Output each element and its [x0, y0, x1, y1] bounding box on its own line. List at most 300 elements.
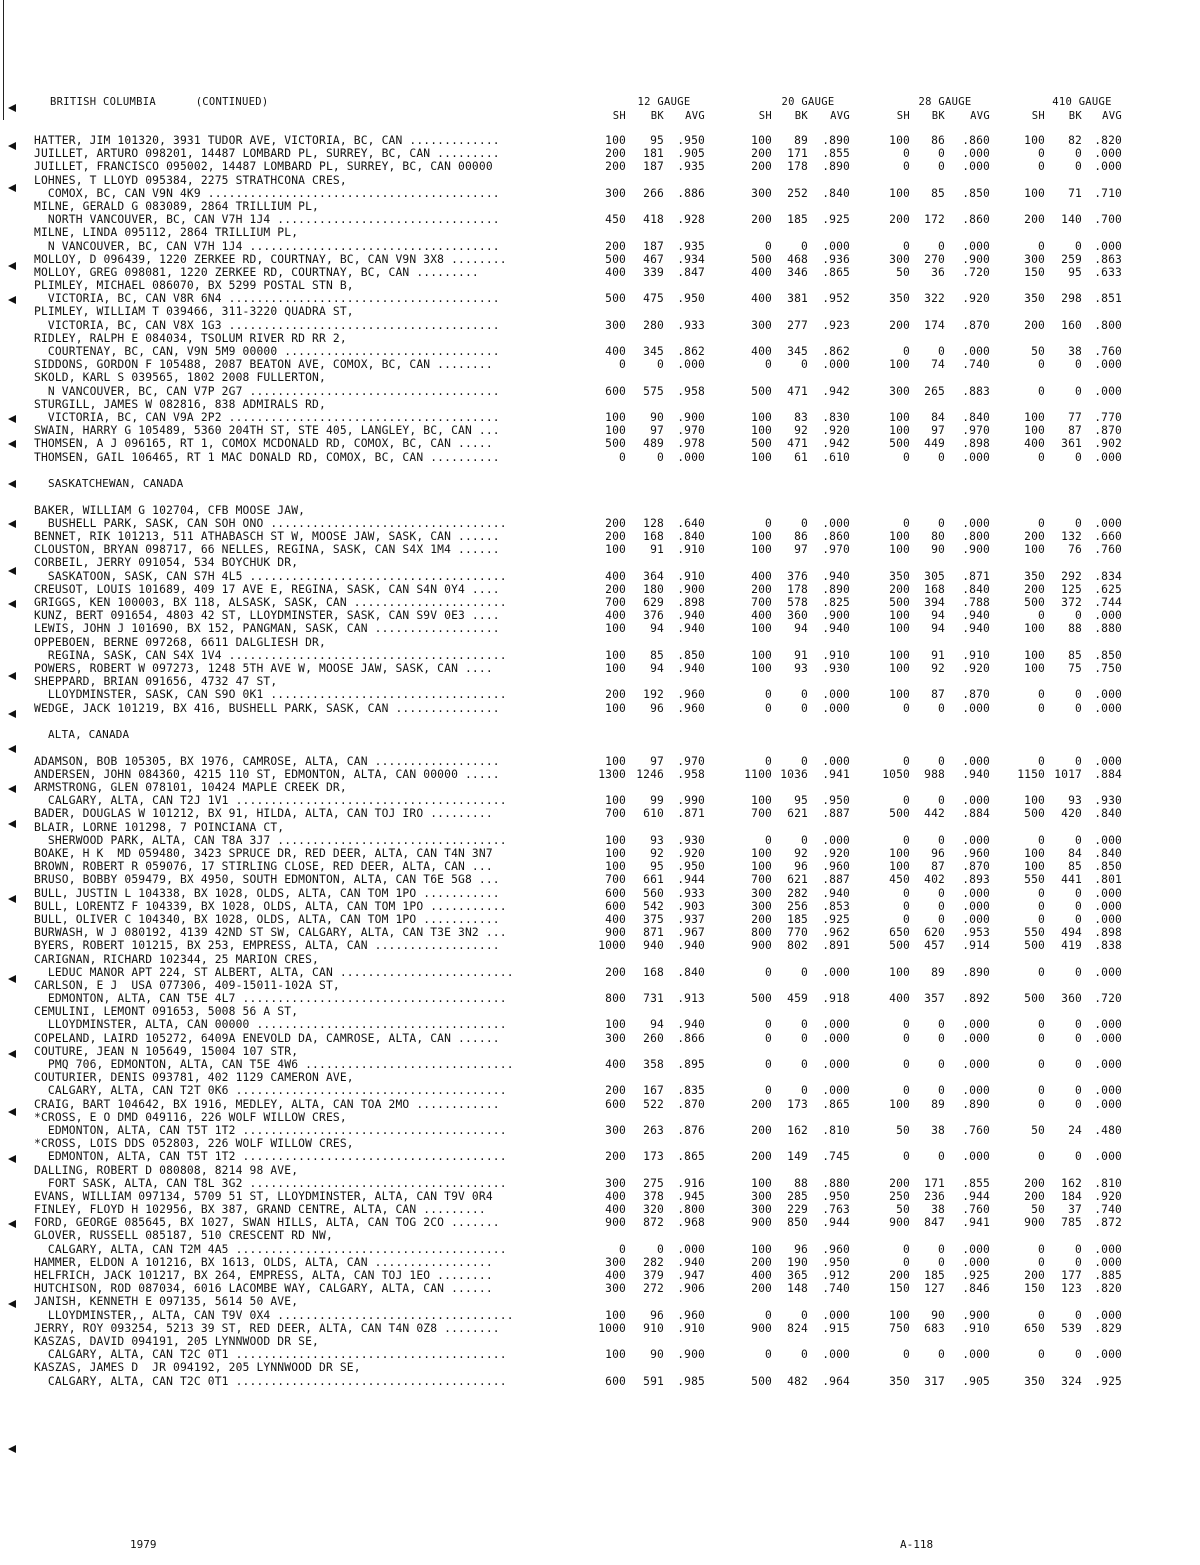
score-cell: 277: [787, 318, 808, 332]
score-cell: 0: [1038, 239, 1045, 253]
margin-tick-mark: [8, 975, 16, 983]
score-cell: .000: [677, 358, 705, 372]
score-cell: .942: [822, 437, 850, 451]
score-cell: 802: [787, 939, 808, 953]
score-cell: .740: [822, 1282, 850, 1296]
score-cell: 0: [938, 754, 945, 768]
score-cell: .900: [677, 410, 705, 424]
table-row: [34, 134, 1144, 147]
score-cell: 0: [938, 147, 945, 161]
table-row: [34, 358, 1144, 371]
score-cell: 550: [1024, 873, 1045, 887]
shooter-entry: ARMSTRONG, GLEN 078101, 10424 MAPLE CREEK DR,: [34, 781, 347, 795]
score-cell: .870: [1094, 424, 1122, 438]
table-row: [34, 926, 1144, 939]
table-row: [34, 332, 1144, 345]
score-cell: .865: [822, 265, 850, 279]
score-cell: 259: [1061, 252, 1082, 266]
table-row: [34, 609, 1144, 622]
score-cell: 1150: [1017, 767, 1045, 781]
score-cell: 300: [1024, 252, 1045, 266]
table-row: [34, 966, 1144, 979]
score-cell: .887: [822, 873, 850, 887]
table-row: [34, 1084, 1144, 1097]
score-cell: .905: [677, 147, 705, 161]
score-cell: 96: [650, 701, 664, 715]
table-row: [34, 1375, 1144, 1388]
score-cell: 76: [1068, 543, 1082, 557]
score-cell: .910: [677, 1321, 705, 1335]
margin-tick-mark: [8, 296, 16, 304]
score-cell: .950: [677, 860, 705, 874]
score-cell: 300: [751, 899, 772, 913]
score-cell: 100: [889, 410, 910, 424]
score-cell: .000: [1094, 1308, 1122, 1322]
table-row: [34, 1058, 1144, 1071]
score-cell: 0: [938, 1018, 945, 1032]
score-cell: 100: [1024, 424, 1045, 438]
score-cell: .950: [822, 1255, 850, 1269]
table-row: [34, 860, 1144, 873]
score-cell: 200: [751, 1123, 772, 1137]
score-cell: .633: [1094, 265, 1122, 279]
score-cell: 700: [605, 596, 626, 609]
score-cell: .900: [962, 543, 990, 557]
score-cell: 71: [1068, 186, 1082, 200]
score-cell: 500: [751, 384, 772, 398]
score-cell: 0: [1038, 450, 1045, 464]
score-cell: .720: [962, 265, 990, 279]
score-cell: 100: [751, 1242, 772, 1256]
score-cell: 400: [1024, 437, 1045, 451]
column-header: AVG: [830, 110, 850, 122]
shooter-entry: VICTORIA, BC, CAN V8R 6N4 .......................................: [34, 292, 500, 306]
table-row: [34, 160, 1144, 173]
score-cell: 0: [765, 239, 772, 253]
score-cell: 200: [605, 688, 626, 702]
score-cell: 94: [931, 609, 945, 623]
score-cell: 100: [889, 965, 910, 979]
score-cell: 185: [924, 1269, 945, 1282]
shooter-entry: COUTURIER, DENIS 093781, 402 1129 CAMERON AVE,: [34, 1071, 354, 1085]
score-cell: 90: [650, 1348, 664, 1362]
score-cell: 400: [751, 345, 772, 358]
shooter-entry: KUNZ, BERT 091654, 4803 42 ST, LLOYDMINSTER, SASK, CAN S9V 0E3 ....: [34, 609, 500, 623]
score-cell: 92: [794, 424, 808, 438]
score-cell: .850: [1094, 648, 1122, 662]
score-cell: 100: [889, 860, 910, 874]
score-cell: .000: [962, 794, 990, 808]
score-cell: 100: [605, 860, 626, 874]
table-row: [34, 345, 1144, 358]
table-row: [34, 794, 1144, 807]
score-cell: 229: [787, 1203, 808, 1217]
score-cell: 100: [1024, 186, 1045, 200]
shooter-entry: *CROSS, LOIS DDS 052803, 226 WOLF WILLOW CRES,: [34, 1137, 354, 1151]
score-cell: 317: [924, 1374, 945, 1388]
score-cell: 92: [794, 847, 808, 860]
score-cell: 50: [896, 1123, 910, 1137]
shooter-entry: VICTORIA, BC, CAN V9A 2P2 .......................................: [34, 410, 500, 424]
score-cell: .830: [822, 410, 850, 424]
score-cell: 171: [924, 1176, 945, 1190]
score-cell: 100: [605, 648, 626, 662]
score-cell: .000: [1094, 516, 1122, 530]
score-cell: 94: [650, 622, 664, 636]
score-cell: 250: [889, 1189, 910, 1203]
shooter-entry: KASZAS, DAVID 094191, 205 LYNNWOOD DR SE,: [34, 1334, 320, 1348]
score-cell: 100: [751, 424, 772, 438]
score-cell: .985: [677, 1374, 705, 1388]
score-cell: 300: [751, 186, 772, 200]
score-cell: .851: [1094, 292, 1122, 306]
score-cell: 200: [605, 582, 626, 596]
score-cell: 174: [924, 318, 945, 332]
score-cell: .850: [962, 186, 990, 200]
score-cell: 700: [751, 807, 772, 821]
score-cell: .940: [677, 1255, 705, 1269]
score-cell: .940: [962, 622, 990, 636]
score-cell: 300: [889, 252, 910, 266]
score-cell: .884: [962, 807, 990, 821]
shooter-entry: LLOYDMINSTER, SASK, CAN S9O 0K1 ..................................: [34, 688, 507, 702]
score-cell: 600: [605, 1374, 626, 1388]
score-cell: 95: [1068, 265, 1082, 279]
score-cell: 0: [938, 1255, 945, 1269]
score-cell: 0: [657, 358, 664, 372]
score-cell: 0: [938, 345, 945, 358]
score-cell: 988: [924, 767, 945, 781]
score-cell: .744: [1094, 596, 1122, 609]
score-cell: 100: [1024, 794, 1045, 808]
column-header: SH: [896, 110, 910, 122]
score-cell: 83: [794, 410, 808, 424]
score-cell: .000: [822, 358, 850, 372]
score-cell: 770: [787, 926, 808, 940]
score-cell: 0: [657, 450, 664, 464]
score-cell: 178: [787, 160, 808, 174]
score-cell: .000: [822, 1018, 850, 1032]
score-cell: 500: [1024, 992, 1045, 1006]
score-cell: .800: [1094, 318, 1122, 332]
score-cell: 100: [889, 648, 910, 662]
score-cell: .968: [677, 1216, 705, 1230]
table-row: [34, 1282, 1144, 1295]
score-cell: .000: [822, 516, 850, 530]
score-cell: .750: [1094, 661, 1122, 675]
score-cell: 100: [751, 794, 772, 808]
score-cell: .000: [962, 899, 990, 913]
score-cell: 0: [938, 160, 945, 174]
score-cell: .640: [677, 516, 705, 530]
score-cell: 298: [1061, 292, 1082, 306]
score-cell: 871: [643, 926, 664, 940]
score-cell: 100: [889, 609, 910, 623]
score-cell: .000: [962, 1150, 990, 1164]
score-cell: .916: [677, 1176, 705, 1190]
table-row: [34, 1190, 1144, 1203]
score-cell: 0: [1075, 384, 1082, 398]
score-cell: 0: [1038, 688, 1045, 702]
score-cell: 100: [1024, 648, 1045, 662]
score-cell: 162: [1061, 1176, 1082, 1190]
column-header: BK: [650, 110, 664, 122]
score-cell: 200: [605, 530, 626, 544]
margin-tick-mark: [8, 820, 16, 828]
shooter-entry: MOLLOY, D 096439, 1220 ZERKEE RD, COURTNAY, BC, CAN V9N 3X8 ........: [34, 252, 507, 266]
score-cell: 872: [643, 1216, 664, 1230]
shooter-entry: LLOYDMINSTER,, ALTA, CAN T9V 0X4 ..................................: [34, 1308, 514, 1322]
table-row: [34, 371, 1144, 384]
score-cell: 0: [1075, 1058, 1082, 1071]
shooter-entry: RIDLEY, RALPH E 084034, TSOLUM RIVER RD RR 2,: [34, 331, 347, 345]
shooter-entry: BUSHELL PARK, SASK, CAN SOH ONO ..................................: [34, 516, 507, 530]
score-cell: .840: [677, 965, 705, 979]
score-cell: 171: [787, 147, 808, 161]
score-cell: 177: [1061, 1269, 1082, 1282]
score-cell: .914: [962, 939, 990, 953]
shooter-entry: ADAMSON, BOB 105305, BX 1976, CAMROSE, ALTA, CAN ..................: [34, 754, 500, 768]
score-cell: .920: [962, 292, 990, 306]
score-cell: 0: [903, 1242, 910, 1256]
score-cell: 200: [1024, 1269, 1045, 1282]
score-cell: 0: [903, 1348, 910, 1362]
shooter-entry: COUTURE, JEAN N 105649, 15004 107 STR,: [34, 1044, 299, 1058]
score-cell: 364: [643, 569, 664, 583]
table-row: [34, 688, 1144, 701]
table-row: [34, 1203, 1144, 1216]
score-cell: 100: [751, 1176, 772, 1190]
score-cell: 0: [938, 516, 945, 530]
table-row: [34, 1177, 1144, 1190]
score-cell: .000: [962, 160, 990, 174]
score-cell: 394: [924, 596, 945, 609]
region-title: BRITISH COLUMBIA: [50, 96, 156, 108]
score-cell: 0: [1075, 358, 1082, 372]
score-cell: 0: [903, 1150, 910, 1164]
score-cell: .890: [962, 965, 990, 979]
score-cell: 74: [931, 358, 945, 372]
shooter-entry: EDMONTON, ALTA, CAN T5T 1T2 ......................................: [34, 1150, 507, 1164]
table-row: [34, 174, 1144, 187]
score-cell: 94: [650, 1018, 664, 1032]
shooter-entry: HATTER, JIM 101320, 3931 TUDOR AVE, VICTORIA, BC, CAN .............: [34, 134, 500, 147]
score-cell: 0: [1075, 1018, 1082, 1032]
score-cell: 265: [924, 384, 945, 398]
score-cell: .870: [962, 688, 990, 702]
score-cell: 200: [751, 1097, 772, 1111]
score-cell: 200: [751, 160, 772, 174]
score-cell: .820: [1094, 134, 1122, 147]
table-row: [34, 530, 1144, 543]
table-row: [34, 1045, 1144, 1058]
score-cell: .941: [822, 767, 850, 781]
table-row: [34, 900, 1144, 913]
score-cell: 500: [605, 292, 626, 306]
score-cell: .000: [1094, 358, 1122, 372]
score-cell: 0: [1038, 1242, 1045, 1256]
score-cell: .912: [822, 1269, 850, 1282]
score-cell: .855: [822, 147, 850, 161]
score-cell: .840: [962, 582, 990, 596]
score-cell: 91: [931, 648, 945, 662]
score-cell: .770: [1094, 410, 1122, 424]
score-cell: 0: [903, 794, 910, 808]
score-cell: .860: [962, 134, 990, 147]
shooter-entry: ANDERSEN, JOHN 084360, 4215 110 ST, EDMONTON, ALTA, CAN 00000 .....: [34, 767, 500, 781]
score-cell: .960: [677, 1308, 705, 1322]
score-cell: 500: [889, 437, 910, 451]
score-cell: .000: [822, 1348, 850, 1362]
score-cell: 200: [889, 1176, 910, 1190]
score-cell: .000: [962, 450, 990, 464]
column-header: SH: [612, 110, 626, 122]
score-cell: .925: [822, 213, 850, 227]
score-cell: 100: [605, 754, 626, 768]
score-cell: 600: [605, 886, 626, 900]
score-cell: .000: [962, 701, 990, 715]
score-cell: 0: [938, 239, 945, 253]
score-cell: .898: [962, 437, 990, 451]
score-cell: .000: [962, 1242, 990, 1256]
score-cell: 280: [643, 318, 664, 332]
score-cell: 185: [787, 912, 808, 926]
score-cell: .940: [962, 767, 990, 781]
score-cell: 785: [1061, 1216, 1082, 1230]
table-row: [34, 1216, 1144, 1229]
shooter-entry: COMOX, BC, CAN V9N 4K9 ..........................................: [34, 186, 500, 200]
score-cell: 90: [650, 410, 664, 424]
table-row: [34, 226, 1144, 239]
score-cell: 350: [889, 292, 910, 306]
score-cell: 350: [1024, 1374, 1045, 1388]
score-cell: 184: [1061, 1189, 1082, 1203]
score-cell: 305: [924, 569, 945, 583]
score-cell: 93: [1068, 794, 1082, 808]
table-row: [34, 596, 1144, 609]
score-cell: 345: [787, 345, 808, 358]
score-cell: 85: [1068, 860, 1082, 874]
score-cell: 168: [643, 530, 664, 544]
score-cell: 0: [765, 965, 772, 979]
score-cell: 0: [1075, 965, 1082, 979]
score-cell: 600: [605, 899, 626, 913]
score-cell: 459: [787, 992, 808, 1006]
score-cell: 90: [931, 1308, 945, 1322]
score-cell: 89: [794, 134, 808, 147]
score-cell: 200: [605, 516, 626, 530]
score-cell: 0: [619, 450, 626, 464]
score-cell: 591: [643, 1374, 664, 1388]
score-cell: 0: [765, 1031, 772, 1045]
score-cell: 489: [643, 437, 664, 451]
score-cell: 0: [1075, 1308, 1082, 1322]
score-cell: 89: [931, 1097, 945, 1111]
table-row: [34, 675, 1144, 688]
shooter-entry: POWERS, ROBERT W 097273, 1248 5TH AVE W, MOOSE JAW, SASK, CAN ....: [34, 661, 493, 675]
margin-tick-mark: [8, 672, 16, 680]
score-cell: .000: [1094, 239, 1122, 253]
score-cell: .847: [677, 265, 705, 279]
score-cell: .885: [1094, 1269, 1122, 1282]
score-cell: 661: [643, 873, 664, 887]
score-cell: 0: [1038, 1031, 1045, 1045]
score-cell: 100: [751, 847, 772, 860]
table-row: [34, 1361, 1144, 1374]
score-cell: 0: [1075, 147, 1082, 161]
shooter-entry: BULL, LORENTZ F 104339, BX 1028, OLDS, ALTA, CAN TOM 1PO ...........: [34, 899, 507, 913]
score-cell: 621: [787, 873, 808, 887]
table-row: [34, 1243, 1144, 1256]
score-cell: .000: [822, 965, 850, 979]
score-cell: 324: [1061, 1374, 1082, 1388]
score-cell: 285: [787, 1189, 808, 1203]
score-cell: 0: [938, 794, 945, 808]
score-cell: 0: [801, 833, 808, 847]
score-cell: 450: [889, 873, 910, 887]
score-cell: .863: [1094, 252, 1122, 266]
table-row: [34, 939, 1144, 952]
score-cell: 100: [751, 530, 772, 544]
score-cell: 100: [605, 833, 626, 847]
score-cell: 320: [643, 1203, 664, 1217]
score-cell: 500: [889, 807, 910, 821]
score-cell: 400: [889, 992, 910, 1006]
table-row: [34, 1322, 1144, 1335]
shooter-entry: NORTH VANCOUVER, BC, CAN V7H 1J4 ................................: [34, 213, 500, 227]
score-cell: 0: [765, 833, 772, 847]
score-cell: 50: [1031, 345, 1045, 358]
score-cell: 300: [605, 1176, 626, 1190]
score-cell: 560: [643, 886, 664, 900]
score-cell: 200: [889, 1269, 910, 1282]
score-cell: .810: [1094, 1176, 1122, 1190]
score-cell: 93: [650, 833, 664, 847]
score-cell: 86: [931, 134, 945, 147]
score-cell: 621: [787, 807, 808, 821]
score-cell: .967: [677, 926, 705, 940]
score-cell: 1017: [1054, 767, 1082, 781]
score-cell: .890: [822, 582, 850, 596]
table-row: [34, 847, 1144, 860]
score-cell: .000: [1094, 701, 1122, 715]
score-cell: 95: [650, 134, 664, 147]
gauge-header: 410 GAUGE: [1052, 96, 1112, 108]
score-cell: 300: [605, 186, 626, 200]
section-heading: ALTA, CANADA: [48, 727, 130, 741]
score-cell: .910: [677, 543, 705, 557]
score-cell: 150: [1024, 265, 1045, 279]
score-cell: .760: [1094, 543, 1122, 557]
shooter-entry: CALGARY, ALTA, CAN T2C 0T1 .......................................: [34, 1374, 507, 1388]
score-cell: 0: [938, 1084, 945, 1098]
score-cell: 200: [1024, 1176, 1045, 1190]
score-cell: 500: [751, 1374, 772, 1388]
score-cell: .000: [962, 1255, 990, 1269]
score-cell: 100: [1024, 622, 1045, 636]
score-cell: 0: [1075, 609, 1082, 623]
score-cell: 0: [938, 1031, 945, 1045]
score-cell: 0: [619, 358, 626, 372]
score-cell: 1246: [636, 767, 664, 781]
shooter-entry: COPELAND, LAIRD 105272, 6409A ENEVOLD DA, CAMROSE, ALTA, CAN ......: [34, 1031, 500, 1045]
score-cell: 85: [650, 648, 664, 662]
score-cell: .840: [1094, 807, 1122, 821]
score-cell: 350: [889, 1374, 910, 1388]
column-header: SH: [1031, 110, 1045, 122]
score-cell: .890: [822, 160, 850, 174]
table-row: [34, 636, 1144, 649]
